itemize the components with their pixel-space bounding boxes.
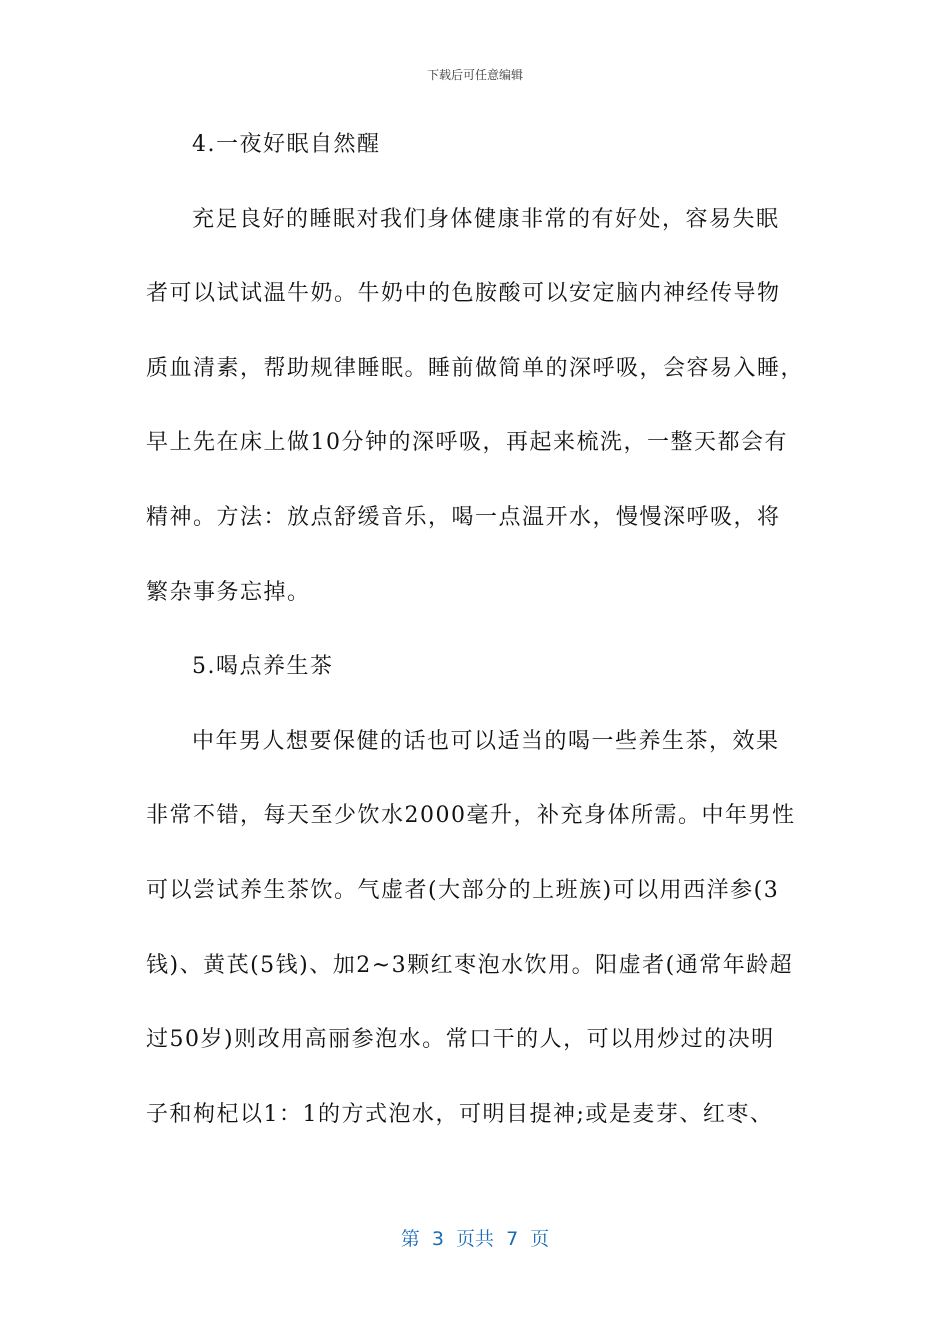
page-number: 第 3 页共 7 页 <box>400 1228 550 1250</box>
document-body <box>146 120 816 1164</box>
paragraph-line: 充足良好的睡眠对我们身体健康非常的有好处，容易失眠 <box>192 206 780 232</box>
paragraph-line: 非常不错，每天至少饮水2000毫升，补充身体所需。中年男性 <box>146 803 796 829</box>
section-heading-4: 4.一夜好眠自然醒 <box>192 132 381 157</box>
paragraph-line: 钱)、黄芪(5钱)、加2~3颗红枣泡水饮用。阳虚者(通常年龄超 <box>146 952 794 978</box>
paragraph-line: 繁杂事务忘掉。 <box>146 579 311 605</box>
paragraph-line: 子和枸杞以1：1的方式泡水，可明目提神;或是麦芽、红枣、 <box>146 1101 774 1127</box>
section-heading-5: 5.喝点养生茶 <box>192 654 334 680</box>
page-header: 下载后可任意编辑 <box>426 68 523 82</box>
paragraph-line: 质血清素，帮助规律睡眠。睡前做简单的深呼吸，会容易入睡， <box>146 355 805 381</box>
paragraph-line: 过50岁)则改用高丽参泡水。常口干的人，可以用炒过的决明 <box>146 1027 775 1053</box>
paragraph-line: 可以尝试养生茶饮。气虚者(大部分的上班族)可以用西洋参(3 <box>146 877 780 903</box>
paragraph-line: 早上先在床上做10分钟的深呼吸，再起来梳洗，一整天都会有 <box>146 430 788 456</box>
paragraph-line: 者可以试试温牛奶。牛奶中的色胺酸可以安定脑内神经传导物 <box>146 281 781 307</box>
paragraph-line: 中年男人想要保健的话也可以适当的喝一些养生茶，效果 <box>192 728 780 754</box>
paragraph-line: 精神。方法：放点舒缓音乐，喝一点温开水，慢慢深呼吸，将 <box>146 504 781 530</box>
